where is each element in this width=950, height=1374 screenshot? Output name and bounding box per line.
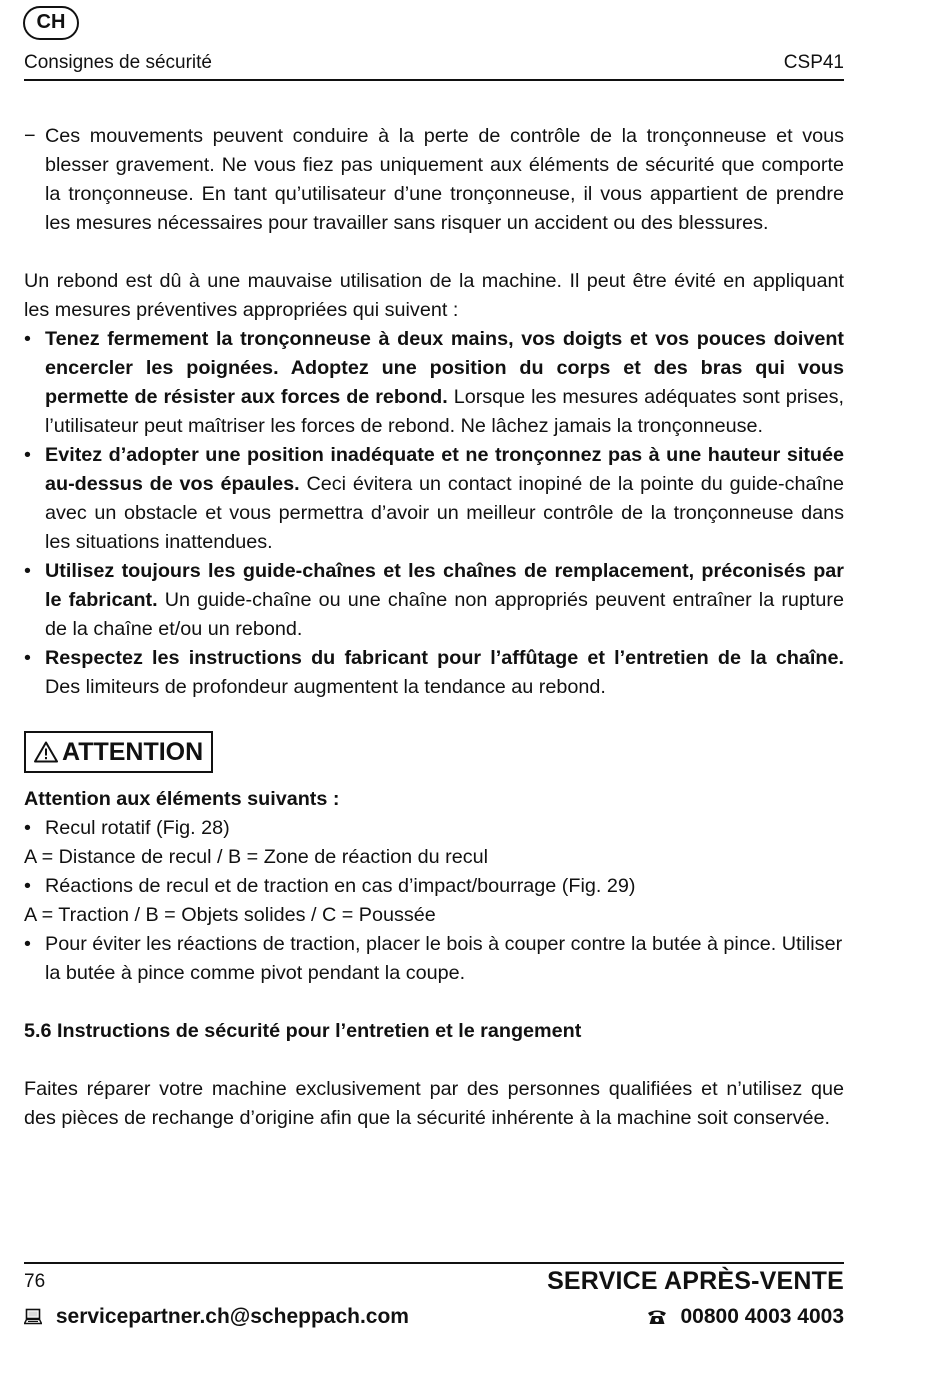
- body-text: Lorsque les mesures adéquates sont prises, l’utilisateur peut maîtriser les forces de rebond. Ne lâchez jamais la tronçonneuse.: [45, 386, 844, 437]
- list-item: [24, 441, 844, 557]
- model-number: CSP41: [783, 52, 844, 73]
- header-divider: [24, 79, 844, 81]
- figure-legend: A = Distance de recul / B = Zone de réaction du recul: [24, 846, 489, 868]
- body-text: Un guide-chaîne ou une chaîne non appropriés peuvent entraîner la rupture de la chaîne et/ou un rebond.: [45, 589, 844, 640]
- list-item: [24, 557, 844, 644]
- attention-label: ATTENTION: [62, 738, 204, 766]
- bullet-marker: •: [24, 328, 31, 350]
- page-body: [24, 122, 844, 1133]
- phone-contact: [647, 1305, 844, 1329]
- figure-legend: A = Traction / B = Objets solides / C = Poussée: [24, 904, 436, 926]
- body-text: Des limiteurs de profondeur augmentent la tendance au rebond.: [45, 676, 606, 698]
- rebound-measures-list: [24, 325, 844, 702]
- body-text: Réactions de recul et de traction en cas d’impact/bourrage (Fig. 29): [45, 875, 636, 897]
- phone-number[interactable]: 00800 4003 4003: [680, 1305, 844, 1328]
- email-link[interactable]: servicepartner.ch@scheppach.com: [55, 1305, 409, 1328]
- body-text: Ceci évitera un contact inopiné de la pointe du guide-chaîne avec un obstacle et vous permettra d’avoir un meilleur contrôle de la tronçonneuse dans les situations inattendues.: [45, 473, 844, 553]
- emphasis-text: Evitez d’adopter une position inadéquate et ne tronçonnez pas à une hauteur située au-dessus de vos épaules.: [45, 444, 844, 495]
- footer-divider: [24, 1262, 844, 1264]
- list-item: [24, 872, 844, 901]
- body-text: Recul rotatif (Fig. 28): [45, 817, 230, 839]
- emphasis-text: Tenez fermement la tronçonneuse à deux mains, vos doigts et vos pouces doivent encercler les poignées. Adoptez une position du corps et des bras qui vous permette de résister aux forces de rebond.: [45, 328, 844, 408]
- list-item: [24, 122, 844, 238]
- page-number: 76: [24, 1271, 46, 1292]
- service-title: SERVICE APRÈS-VENTE: [547, 1267, 844, 1295]
- section-heading: 5.6 Instructions de sécurité pour l’entretien et le rangement: [24, 1020, 582, 1042]
- country-badge: CH: [23, 6, 79, 40]
- body-text: Pour éviter les réactions de traction, placer le bois à couper contre la butée à pince. Utiliser la butée à pince comme pivot pendant la coupe.: [45, 933, 843, 984]
- list-item: [24, 814, 844, 843]
- list-item: [24, 930, 844, 988]
- telephone-icon: [647, 1305, 681, 1328]
- bullet-marker: •: [24, 817, 31, 839]
- attention-heading: Attention aux éléments suivants :: [24, 788, 340, 810]
- email-contact: [24, 1305, 409, 1329]
- list-item: [24, 325, 844, 441]
- bullet-marker: •: [24, 444, 31, 466]
- emphasis-text: Respectez les instructions du fabricant pour l’affûtage et l’entretien de la chaîne.: [45, 647, 844, 669]
- emphasis-text: Utilisez toujours les guide-chaînes et les chaînes de remplacement, préconisés par le fabricant.: [45, 560, 844, 611]
- maintenance-paragraph: Faites réparer votre machine exclusivement par des personnes qualifiées et n’utilisez que des pièces de rechange d’origine afin que la sécurité inhérente à la machine soit conservée.: [24, 1078, 844, 1129]
- bullet-marker: •: [24, 875, 31, 897]
- warning-triangle-icon: [34, 736, 58, 774]
- bullet-marker: •: [24, 933, 31, 955]
- list-item: [24, 644, 844, 702]
- attention-box: [24, 731, 213, 773]
- computer-icon: [24, 1305, 56, 1328]
- rebound-intro: Un rebond est dû à une mauvaise utilisation de la machine. Il peut être évité en appliquant les mesures préventives appropriées qui suivent :: [24, 270, 844, 321]
- paragraph-text: Ces mouvements peuvent conduire à la perte de contrôle de la tronçonneuse et vous blesser gravement. Ne vous fiez pas uniquement aux éléments de sécurité que comporte la tronçonneuse. En tant qu’utilisateur d’une tronçonneuse, il vous appartient de prendre les mesures nécessaires pour travailler sans risquer un accident ou des blessures.: [45, 125, 844, 234]
- bullet-marker: •: [24, 647, 31, 669]
- section-title: Consignes de sécurité: [24, 52, 212, 73]
- bullet-marker: •: [24, 560, 31, 582]
- dash-marker: −: [24, 125, 36, 147]
